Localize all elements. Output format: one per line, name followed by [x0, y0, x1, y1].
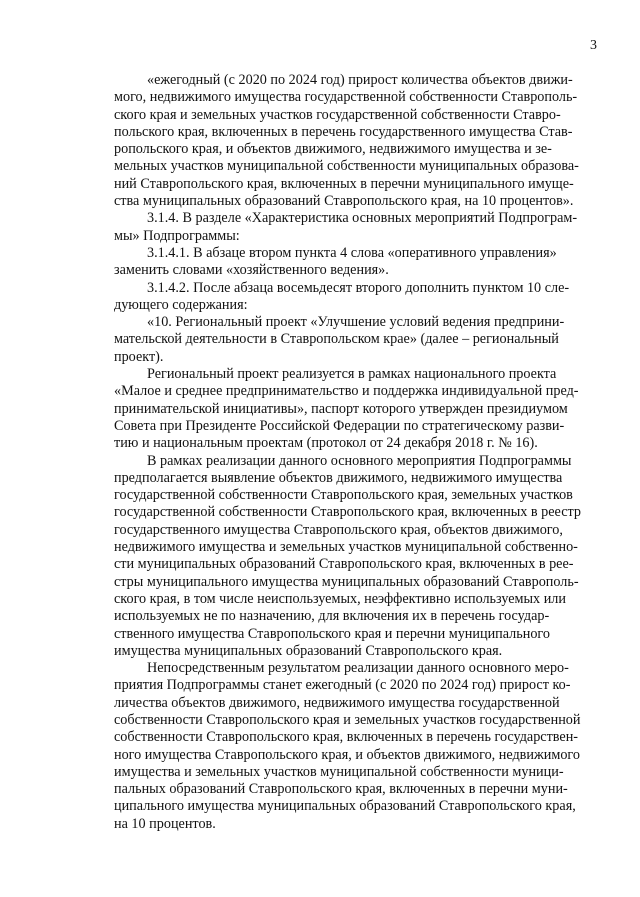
- paragraph-measure-implementation: В рамках реализации данного основного мероприятия Подпрограммы предполагается выявление объектов движимого, недвижимого имущества государственной собственности Ставропольского края, земельных участков государственной собственности Ставропольского края, включенных в реестр государственного имущества Ставропольского края, объектов движимого, недвижимого имущества и земельных участков муниципальной собственно- сти муниципальных образований Ставропольского края, включенных в рее- стры муниципального имущества муниципальных образований Ставрополь- ского края, в том числе неиспользуемых, неэффективно используемых или используемых не по назначению, для включения их в перечень государ- ственного имущества Ставропольского края и перечни муниципального имущества муниципальных образований Ставропольского края.: [114, 452, 581, 659]
- page-number: 3: [590, 38, 597, 53]
- paragraph-annual-growth-wording: «ежегодный (с 2020 по 2024 год) прирост количества объектов движи- мого, недвижимого имущества государственной собственности Ставрополь- ского края и земельных участков государственной собственности Ставро- польского края, включенных в перечень государственного имущества Став- ропольского края, и объектов движимого, недвижимого имущества и зе- мельных участков муниципальной собственности муниципальных образова- ний Ставропольского края, включенных в перечни муниципального имуще- ства муниципальных образований Ставропольского края, на 10 процентов».: [114, 72, 579, 210]
- paragraph-direct-result: Непосредственным результатом реализации данного основного меро- приятия Подпрограммы станет ежегодный (с 2020 по 2024 год) прирост ко- личества объектов движимого, недвижимого имущества государственной собственности Ставропольского края и земельных участков государственной собственности Ставропольского края, включенных в перечень государствен- ного имущества Ставропольского края, и объектов движимого, недвижимого имущества и земельных участков муниципальной собственности муници- пальных образований Ставропольского края, включенных в перечни муни- ципального имущества муниципальных образований Ставропольского края, на 10 процентов.: [114, 660, 581, 832]
- paragraph-3-1-4: 3.1.4. В разделе «Характеристика основных мероприятий Подпрограм- мы» Подпрограммы:: [114, 210, 578, 244]
- paragraph-3-1-4-1: 3.1.4.1. В абзаце втором пункта 4 слова «оперативного управления» заменить словами «хозяйственного ведения».: [114, 244, 557, 279]
- paragraph-regional-project-description: Региональный проект реализуется в рамках национального проекта «Малое и среднее предпринимательство и поддержка индивидуальной пред- принимательской инициативы», паспорт которого утвержден президиумом Совета при Президенте Российской Федерации по стратегическому разви- тию и национальным проектам (протокол от 24 декабря 2018 г. № 16).: [114, 366, 579, 452]
- paragraph-regional-project-item-10: «10. Региональный проект «Улучшение условий ведения предприни- мательской деятельности в Ставропольском крае» (далее – региональный проект).: [114, 314, 565, 365]
- document-body: [114, 72, 602, 833]
- paragraph-3-1-4-2: 3.1.4.2. После абзаца восемьдесят второго дополнить пунктом 10 сле- дующего содержания:: [114, 279, 570, 313]
